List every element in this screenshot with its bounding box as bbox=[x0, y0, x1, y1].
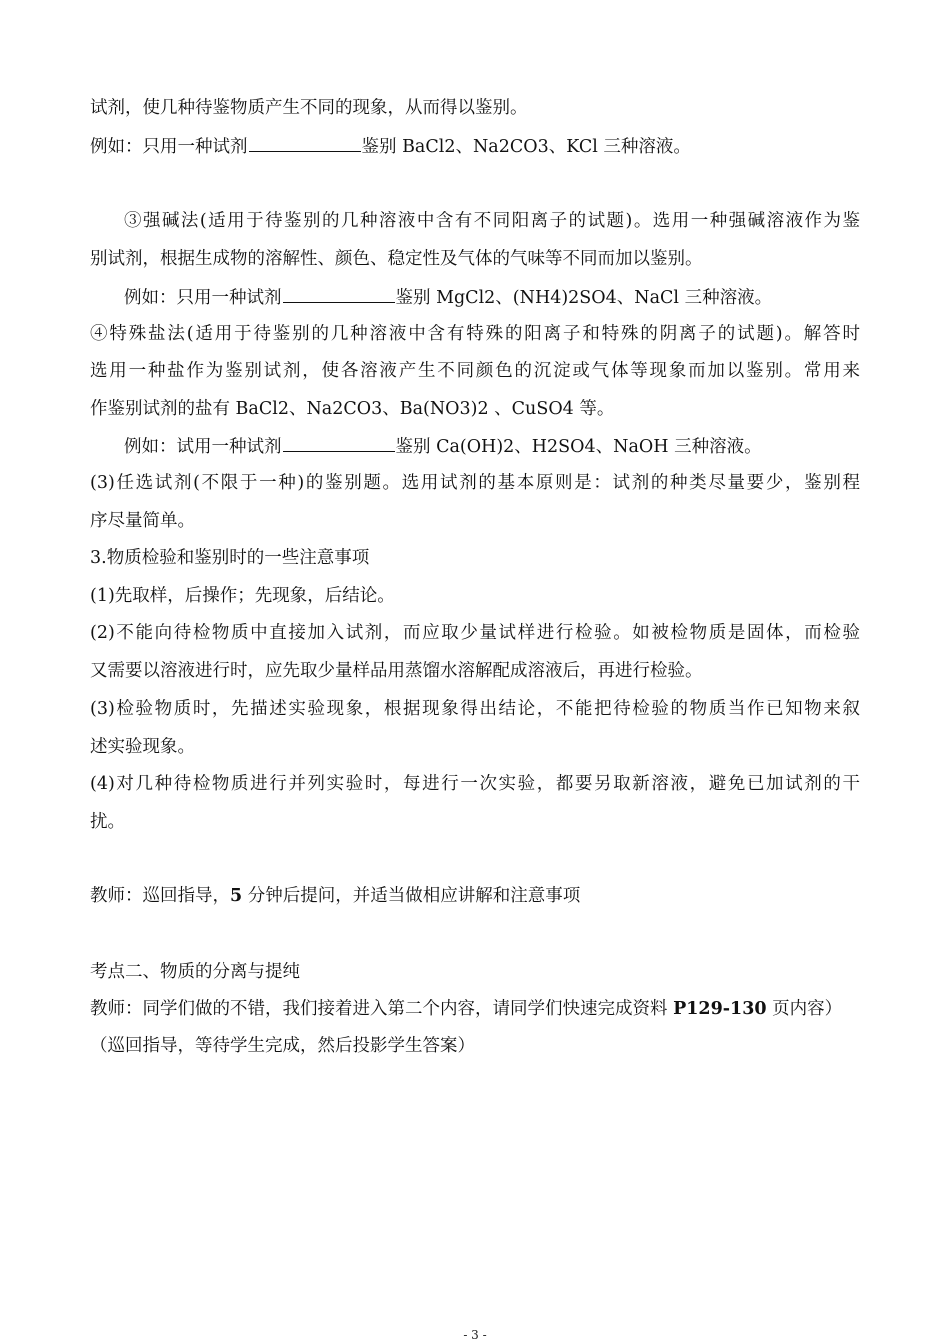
text-segment: 鉴别 Ca(OH)2、H2SO4、NaOH 三种溶液。 bbox=[395, 437, 762, 457]
text-segment: 例如：只用一种试剂 bbox=[90, 137, 248, 157]
text-line: (1)先取样，后操作；先现象，后结论。 bbox=[90, 586, 395, 606]
text-line-example-1 bbox=[90, 134, 691, 159]
section-heading: 考点二、物质的分离与提纯 bbox=[90, 962, 300, 982]
text-line: 作鉴别试剂的盐有 BaCl2、Na2CO3、Ba(NO3)2 、CuSO4 等。 bbox=[90, 399, 615, 419]
text-line-example-3 bbox=[124, 434, 762, 459]
page-number: - 3 - bbox=[463, 1328, 487, 1342]
text-line: 述实验现象。 bbox=[90, 737, 195, 757]
answer-blank[interactable] bbox=[283, 285, 395, 303]
text-line: （巡回指导，等待学生完成，然后投影学生答案） bbox=[90, 1036, 475, 1056]
text-line: ③强碱法(适用于待鉴别的几种溶液中含有不同阳离子的试题)。选用一种强碱溶液作为鉴 bbox=[124, 211, 860, 231]
section-heading: 3.物质检验和鉴别时的一些注意事项 bbox=[90, 548, 370, 568]
answer-blank[interactable] bbox=[249, 134, 361, 152]
text-line: (4)对几种待检物质进行并列实验时，每进行一次实验，都要另取新溶液，避免已加试剂的干 bbox=[90, 774, 860, 794]
text-line: (3)检验物质时，先描述实验现象，根据现象得出结论，不能把待检验的物质当作已知物来叙 bbox=[90, 699, 860, 719]
text-segment: 例如：试用一种试剂 bbox=[124, 437, 282, 457]
text-line: 选用一种盐作为鉴别试剂，使各溶液产生不同颜色的沉淀或气体等现象而加以鉴别。常用来 bbox=[90, 361, 860, 381]
text-segment: 教师：巡回指导， bbox=[90, 886, 230, 906]
text-line-example-2 bbox=[124, 285, 772, 310]
text-line: 又需要以溶液进行时，应先取少量样品用蒸馏水溶解配成溶液后，再进行检验。 bbox=[90, 661, 703, 681]
bold-page-ref: P129-130 bbox=[673, 999, 767, 1019]
text-segment: 鉴别 MgCl2、(NH4)2SO4、NaCl 三种溶液。 bbox=[395, 288, 773, 308]
text-segment: 分钟后提问，并适当做相应讲解和注意事项 bbox=[242, 886, 581, 906]
text-line: 扰。 bbox=[90, 812, 125, 832]
teacher-note bbox=[90, 884, 580, 908]
text-segment: 例如：只用一种试剂 bbox=[124, 288, 282, 308]
text-line: 别试剂，根据生成物的溶解性、颜色、稳定性及气体的气味等不同而加以鉴别。 bbox=[90, 249, 703, 269]
bold-number: 5 bbox=[230, 886, 243, 906]
text-line: ④特殊盐法(适用于待鉴别的几种溶液中含有特殊的阳离子和特殊的阴离子的试题)。解答时 bbox=[90, 324, 860, 344]
answer-blank[interactable] bbox=[283, 434, 395, 452]
text-segment: 鉴别 BaCl2、Na2CO3、KCl 三种溶液。 bbox=[361, 137, 691, 157]
text-line: 序尽量简单。 bbox=[90, 511, 195, 531]
teacher-note bbox=[90, 997, 842, 1021]
text-line: (3)任选试剂(不限于一种)的鉴别题。选用试剂的基本原则是：试剂的种类尽量要少，鉴别程 bbox=[90, 473, 860, 493]
text-line: 试剂，使几种待鉴物质产生不同的现象，从而得以鉴别。 bbox=[90, 98, 528, 118]
text-segment: 页内容） bbox=[766, 999, 843, 1019]
text-segment: 教师：同学们做的不错，我们接着进入第二个内容，请同学们快速完成资料 bbox=[90, 999, 674, 1019]
text-line: (2)不能向待检物质中直接加入试剂，而应取少量试样进行检验。如被检物质是固体，而检验 bbox=[90, 623, 860, 643]
